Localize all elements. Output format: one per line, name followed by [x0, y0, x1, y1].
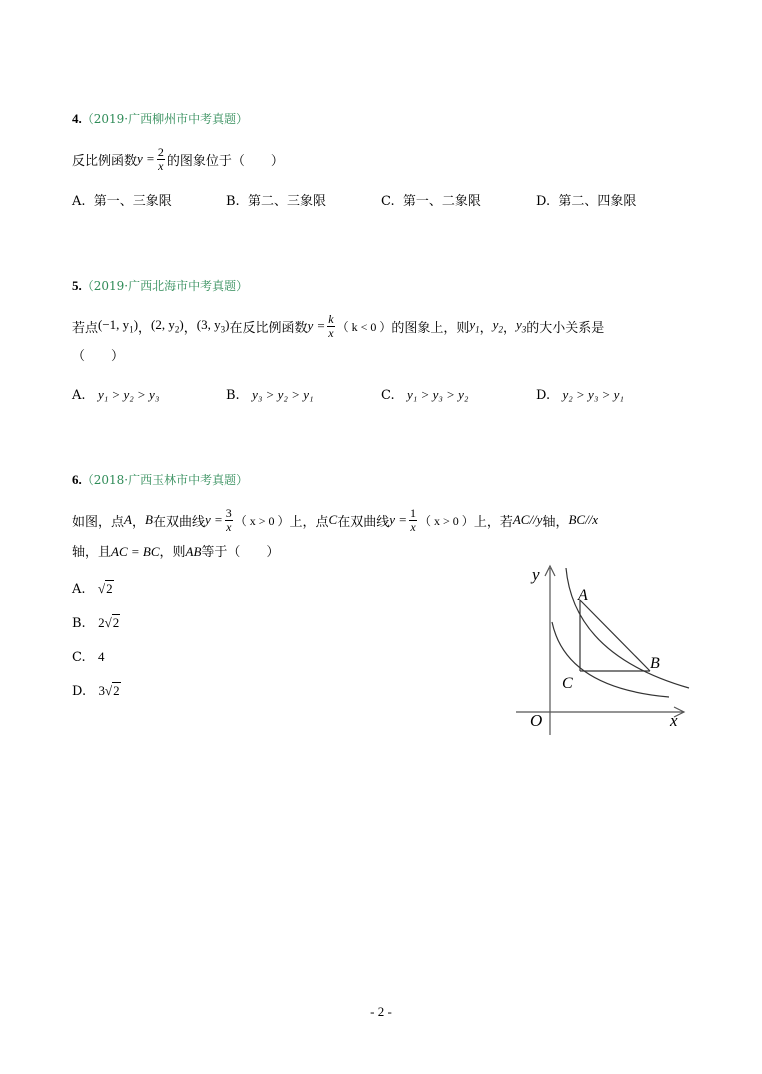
q6-source: （2018·广西玉林市中考真题）	[81, 473, 249, 487]
q5-point-3: (3, $y_3$)	[196, 317, 230, 335]
q6-figure	[514, 560, 694, 740]
page-number: - 2 -	[370, 1004, 392, 1019]
label-b: B	[650, 655, 660, 672]
q6-option-d-sqrt: 3√2	[98, 683, 120, 698]
q5-number: 5.	[72, 278, 82, 293]
q5-fraction: $\frac{k}{x}$	[328, 311, 334, 340]
q4-number: 4.	[72, 111, 82, 126]
label-o: O	[530, 711, 543, 730]
q5-y2: $y_2$	[492, 317, 503, 335]
label-x: x	[670, 711, 678, 730]
curve-3-over-x	[566, 568, 689, 688]
q5-header	[72, 277, 248, 294]
q4-option-a[interactable]: A. 第一、三象限	[72, 194, 172, 209]
q6-option-c[interactable]: C. 4	[72, 649, 105, 665]
q6-option-a-sqrt: √2	[97, 581, 113, 596]
q6-option-b-sqrt: 2√2	[98, 615, 120, 630]
q6-fraction-1: $\frac{3}{x}$	[225, 505, 232, 534]
q5-option-c[interactable]: C. y₁ > y₃ > y₂	[381, 387, 469, 403]
q4-fraction: $\frac{2}{x}$	[157, 144, 164, 173]
q4-stem-end: 的图象位于（ ）	[166, 153, 284, 169]
q5-stem-line2: （ ）	[72, 349, 125, 364]
q4-option-c[interactable]: C. 第一、二象限	[381, 194, 481, 209]
q6-stem-line2: 轴，且AC = BC，则AB等于（ ）	[72, 544, 280, 560]
q4-source: （2019·广西柳州市中考真题）	[81, 112, 249, 126]
label-a: A	[578, 587, 588, 604]
q5-option-b[interactable]: B. y₃ > y₂ > y₁	[226, 387, 314, 403]
q6-stem: 如图，点 A ， B 在双曲线 y = $\frac{3}{x}$ （ x > 0 ） 上，点 C 在双曲线 y = $\frac{1}{x}$ （ x > 0 ） 上，若 AC//y 轴， BC//x	[72, 505, 599, 534]
q6-option-a[interactable]: A. √2	[72, 581, 113, 597]
q5-y3: $y_3$	[515, 317, 527, 335]
q5-point-1: (−1, $y_1$)	[98, 317, 139, 335]
q5-source: （2019·广西北海市中考真题）	[81, 279, 249, 293]
q5-y1: $y_1$	[469, 317, 480, 335]
label-y: y	[532, 565, 540, 584]
q6-number: 6.	[72, 472, 82, 487]
q5-point-2: (2, $y_2$)	[151, 317, 184, 335]
q4-stem	[72, 144, 284, 174]
q4-stem-text: 反比例函数	[72, 153, 138, 169]
q4-option-d[interactable]: D. 第二、四象限	[536, 194, 637, 209]
q6-option-d[interactable]: D. 3√2	[72, 683, 120, 699]
q6-option-b[interactable]: B. 2√2	[72, 615, 120, 631]
segment-ab	[580, 600, 650, 671]
q5-option-a[interactable]: A. y₁ > y₂ > y₃	[72, 387, 160, 403]
q6-fraction-2: $\frac{1}{x}$	[410, 505, 417, 534]
label-c: C	[562, 675, 573, 692]
q5-option-d[interactable]: D. y₂ > y₃ > y₁	[536, 387, 624, 403]
q4-y-eq: y =	[137, 151, 155, 166]
q4-option-b[interactable]: B. 第二、三象限	[226, 194, 326, 209]
q4-header	[72, 110, 248, 127]
q5-stem: 若点 (−1, $y_1$) ， (2, $y_2$) ， (3, $y_3$) 在反比例函数 y = $\frac{k}{x}$ （ k < 0 ） 的图象上，则 $y_1$ ， $y_2$ ， $y_3$ 的大小关系是	[72, 311, 605, 340]
q6-header	[72, 471, 248, 488]
